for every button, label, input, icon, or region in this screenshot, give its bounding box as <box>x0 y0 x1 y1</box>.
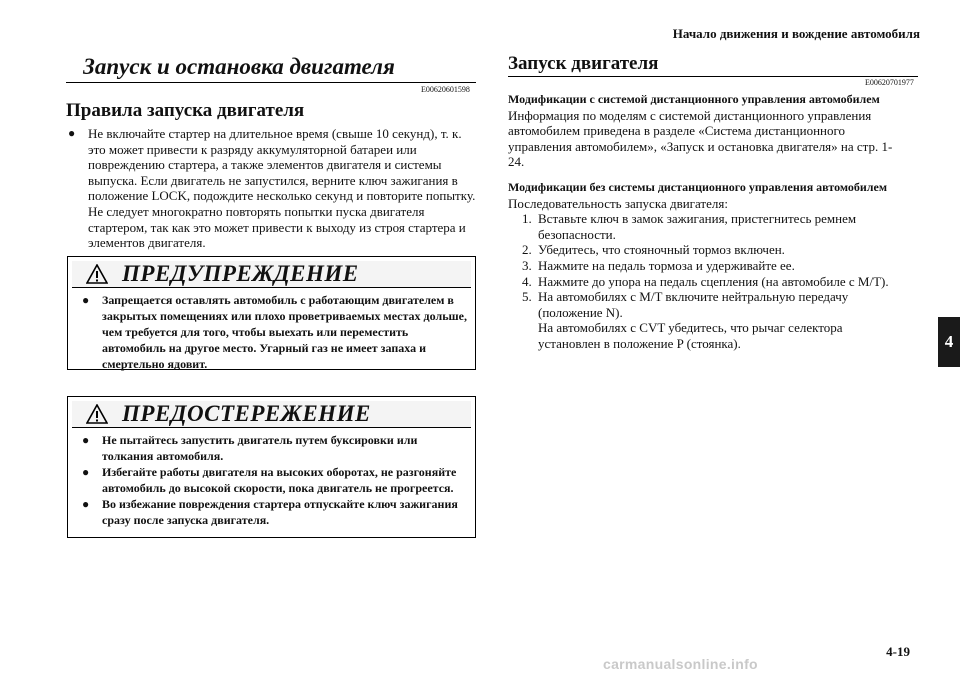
start-steps-list <box>522 211 926 351</box>
section-rule <box>508 76 918 77</box>
step-text: Нажмите до упора на педаль сцепления (на автомобиле с M/T). <box>538 273 889 289</box>
chapter-tab: 4 <box>938 317 960 367</box>
list-item <box>522 289 926 351</box>
title-rule <box>66 82 476 83</box>
section-title-start-rules: Правила запуска двигателя <box>66 100 305 121</box>
caution-body <box>68 428 475 534</box>
list-item <box>82 464 467 496</box>
warning-triangle-icon <box>86 264 108 284</box>
list-item <box>82 432 467 464</box>
remote-text: Информация по моделям с системой дистанционного управления автомобилем приведена в разделе «Система дистанционного управления автомобилем», «Запуск и остановка двигателя» на стр. 1-24. <box>508 107 893 170</box>
page-number: 4-19 <box>886 644 910 659</box>
bullet-icon: ● <box>82 433 90 447</box>
caution-header <box>72 401 471 428</box>
section-title-engine-start: Запуск двигателя <box>508 53 659 74</box>
list-item <box>522 258 926 274</box>
bullet-icon: ● <box>82 465 90 479</box>
warning-body <box>68 288 475 378</box>
remote-section <box>508 92 926 170</box>
noremote-intro: Последовательность запуска двигателя: <box>508 195 728 211</box>
remote-subhead: Модификации с системой дистанционного управления автомобилем <box>508 92 880 106</box>
step-number: 4. <box>522 273 532 289</box>
step-text: На автомобилях с M/T включите нейтральную передачу (положение N). <box>538 289 849 320</box>
step-text: Вставьте ключ в замок зажигания, пристегнитесь ремнем безопасности. <box>538 211 857 242</box>
step-number: 2. <box>522 242 532 258</box>
warning-box <box>67 256 476 370</box>
list-item <box>82 292 467 372</box>
watermark: carmanualsonline.info <box>603 656 758 672</box>
step-number: 5. <box>522 289 532 305</box>
warning-header <box>72 261 471 288</box>
list-item <box>68 126 478 251</box>
step-text-group <box>538 289 898 351</box>
main-title: Запуск и остановка двигателя <box>83 54 395 79</box>
caution-text: Избегайте работы двигателя на высоких оборотах, не разгоняйте автомобиль до высокой скорости, пока двигатель не прогреется. <box>102 465 457 495</box>
bullet-icon: ● <box>82 293 90 307</box>
start-rules-list <box>68 126 478 251</box>
caution-box <box>67 396 476 538</box>
noremote-subhead: Модификации без системы дистанционного управления автомобилем <box>508 180 888 194</box>
section-code: E00620701977 <box>865 78 914 87</box>
caution-text: Не пытайтесь запустить двигатель путем буксировки или толкания автомобиля. <box>102 433 418 463</box>
bullet-text: Не включайте стартер на длительное время (свыше 10 секунд), т. к. это может привести к разряду аккумуляторной батареи или повреждению стартера, а также элементов двигателя и системы выпуска. Если двигатель не запустился, верните ключ зажигания в положение LOCK, подождите несколько секунд и повторите попытку. Не следует многократно повторять попытки пуска двигателя стартером, так как это может привести к выходу из строя стартера и элементов двигателя. <box>88 126 476 251</box>
step-extra-text: На автомобилях с CVT убедитесь, что рычаг селектора установлен в положение P (стоянка). <box>538 320 843 351</box>
running-header: Начало движения и вождение автомобиля <box>672 26 920 41</box>
warning-title: ПРЕДУПРЕЖДЕНИЕ <box>122 261 359 286</box>
main-code: E00620601598 <box>421 85 470 94</box>
list-item <box>82 496 467 528</box>
caution-text: Во избежание повреждения стартера отпускайте ключ зажигания сразу после запуска двигателя. <box>102 497 458 527</box>
list-item <box>522 242 926 258</box>
step-number: 3. <box>522 257 532 273</box>
list-item <box>522 274 926 290</box>
warning-text: Запрещается оставлять автомобиль с работающим двигателем в закрытых помещениях или плохо проветриваемых местах дольше, чем требуется для того, чтобы выехать или переместить автомобиль на другое место. Угарный газ не имеет запаха и смертельно ядовит. <box>102 293 467 371</box>
step-number: 1. <box>522 211 532 227</box>
step-text: Убедитесь, что стояночный тормоз включен. <box>538 242 785 258</box>
list-item <box>522 211 926 242</box>
bullet-icon: ● <box>68 126 76 140</box>
warning-triangle-icon <box>86 404 108 424</box>
step-text: Нажмите на педаль тормоза и удерживайте ее. <box>538 257 795 273</box>
bullet-icon: ● <box>82 497 90 511</box>
caution-title: ПРЕДОСТЕРЕЖЕНИЕ <box>122 401 371 426</box>
noremote-section <box>508 180 926 352</box>
